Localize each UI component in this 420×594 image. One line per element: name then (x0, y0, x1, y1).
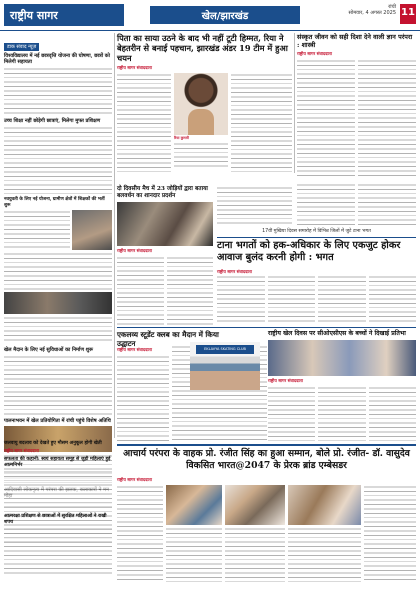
bottom-banner-headline: आचार्य परंपरा के वाहक प्रो. रंजीत सिंह का हुआ सम्मान, बोले प्रो. रंजीत- डॉ. वासुदेव विकसित भारत@2047 के प्रेरक ब्रांड एम्बेसडर (123, 448, 410, 471)
page-number: 11 (400, 4, 416, 24)
left-story1-headline: विश्वविद्यालय में नई छात्रवृत्ति योजना की घोषणा, छात्रों को मिलेगी सहायता (4, 53, 110, 65)
top-story-row (117, 73, 292, 173)
left-story4-headline: खेल मैदान के लिए नई सुविधाओं का निर्माण शुरू (4, 347, 93, 353)
lower-mid-headline: एकलव्य स्टूडेंट क्लब का मैदान में किया उद्घाटन (117, 330, 219, 348)
right-top-continuation (297, 183, 416, 225)
bottom-story (117, 475, 416, 581)
bottom-photo-3 (288, 485, 361, 525)
left-story5-headline: पालनाभवन में खेल प्रतियोगिता में रांची पहुंचे विशेष अतिथि (4, 418, 111, 424)
lower-mid-byline: राष्ट्रीय सागर संवाददाता (117, 347, 152, 352)
footer-strip (0, 582, 420, 594)
right-top-headline: संस्कृत जीवन को सही दिशा देने वाली ज्ञान परंपरा : शास्त्री (297, 33, 413, 49)
bottom-photo-1 (166, 485, 222, 525)
mid-left-byline: राष्ट्रीय सागर संवाददाता (117, 248, 152, 253)
bottom-left-stories (4, 456, 112, 581)
lower-right-body-a (268, 386, 315, 441)
left-story4-body (4, 355, 112, 415)
mid-left-photo (117, 202, 213, 246)
left-story3-headline: नवयुवती के लिए नई योजना, ग्रामीण क्षेत्रों में शिक्षकों की भर्ती शुरू (4, 197, 105, 208)
mid-banner-headline: टाना भगतों को हक-अधिकार के लिए एकजुट होकर आवाज बुलंद करनी होगी : भगत (217, 240, 401, 263)
lower-right-story (268, 330, 416, 442)
lower-right-headline: राष्ट्रीय खेल दिवस पर सीओएसीएस के बच्चों ने दिखाई प्रतिभा (268, 330, 406, 337)
lower-left-story (4, 440, 112, 456)
top-story (117, 33, 292, 183)
mid-strip: 17वीं मुखिया दिवस समारोह में विभिन्न जिलों में जुटे टाना भगत (217, 228, 416, 238)
left-story3-row (4, 210, 112, 250)
skating-banner: EKLAVYA SKATING CLUB (196, 345, 254, 354)
top-story-body-b (231, 73, 292, 173)
right-top-body-b (358, 59, 416, 177)
left-story1-body (4, 67, 112, 115)
lower-left-headline: जलवायु बदलाव को देखते हुए मौसम अनुकूल होगी खेती (4, 440, 102, 446)
mid-left-headline: दो दिवसीय मैच में 23 जोड़ियों द्वारा बताया बलवर्धन का शानदार प्रदर्शन (117, 186, 208, 199)
left-story3-body3 (4, 316, 112, 344)
mid-banner-body (217, 275, 416, 325)
masthead (0, 0, 420, 30)
bottom-body-a (117, 485, 163, 583)
skating-photo (190, 342, 260, 390)
lower-right-body-b (318, 386, 365, 441)
bottom-left-headline1: सफलता की कहानी: स्वयं सहायता समूह से जुड़ी महिलाएं हुई आत्मनिर्भर (4, 456, 111, 468)
bottom-body-e (364, 485, 416, 583)
right-top-byline: राष्ट्रीय सागर संवाददाता (297, 51, 332, 56)
top-story-headline: पिता का साया उठने के बाद भी नहीं टूटी हिम्मत, रिया ने बेहतरीन से बनाई पहचान, झारखंड अंडर 19 टीम में हुआ चयन (117, 33, 288, 63)
top-story-continuation (217, 186, 292, 226)
date-label: सोमवार, 4 अगस्त 2025 (348, 10, 396, 16)
top-story-photo-block (174, 73, 228, 173)
mid-banner-byline: राष्ट्रीय सागर संवाददाता (217, 269, 252, 274)
date-line (340, 4, 396, 16)
mid-left-story (117, 186, 213, 324)
left-story3-photo (72, 210, 112, 250)
city-label: रांची (388, 4, 396, 10)
lower-right-photo (268, 340, 416, 376)
right-top-story (297, 33, 416, 181)
left-story2-headline: उच्च शिक्षा नहीं छोड़ेगी छात्राएं, मिलेगा मुफ्त प्रशिक्षण (4, 118, 101, 124)
lower-right-byline: राष्ट्रीय सागर संवाददाता (268, 377, 303, 383)
left-photo-strip (4, 292, 112, 314)
masthead-rule (0, 30, 420, 31)
top-story-byline: राष्ट्रीय सागर संवाददाता (117, 65, 152, 70)
paper-name: राष्ट्रीय सागर (4, 4, 124, 26)
bottom-left-headline2: आत्मरक्षा प्रशिक्षण से छात्राओं में सुरक्षित महिलाओं ने राखी शपथ (4, 513, 107, 525)
right-top-body-a (297, 59, 355, 177)
left-story3-body2 (4, 252, 112, 290)
lower-right-body-c (369, 386, 416, 441)
top-story-body-a (117, 73, 171, 173)
player-photo (174, 73, 228, 135)
left-story2-body (4, 126, 112, 194)
left-story3-body (4, 210, 70, 250)
mid-left-body-a (117, 256, 164, 326)
bottom-banner-byline: राष्ट्रीय सागर संवाददाता (117, 477, 152, 482)
mid-left-body-b (167, 256, 214, 326)
bottom-photo-2 (225, 485, 285, 525)
lower-left-byline: राष्ट्रीय सागर संवाददाता (4, 448, 39, 453)
section-title: खेल/झारखंड (150, 6, 300, 24)
player-photo-caption: रिया कुमारी (174, 136, 189, 140)
lower-mid-body-a (117, 345, 169, 440)
left-kicker: डाक संवाद न्यूज़ (4, 43, 39, 51)
